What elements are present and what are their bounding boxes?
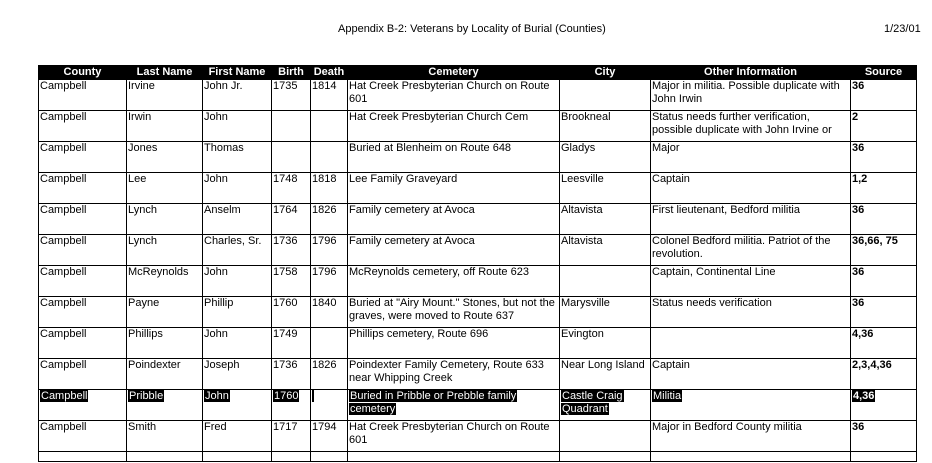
cell-death: 1826	[311, 359, 348, 390]
cell-last-name: Irvine	[127, 80, 203, 111]
cell-source: 36	[851, 266, 917, 297]
col-header-last-name: Last Name	[127, 66, 203, 80]
cell-death: 1796	[311, 235, 348, 266]
table-row	[39, 328, 917, 359]
table-row	[39, 173, 917, 204]
cell-first-name: John	[203, 266, 272, 297]
cell-first-name	[203, 390, 272, 421]
empty-cell	[851, 452, 917, 462]
highlighted-text	[312, 390, 314, 402]
cell-cemetery: Lee Family Graveyard	[348, 173, 560, 204]
cell-city: Marysville	[560, 297, 651, 328]
table-row	[39, 266, 917, 297]
cell-last-name: Smith	[127, 421, 203, 452]
cell-source	[851, 390, 917, 421]
col-header-cemetery: Cemetery	[348, 66, 560, 80]
cell-other-information	[651, 390, 851, 421]
page-date: 1/23/01	[884, 23, 921, 35]
cell-cemetery: Buried at "Airy Mount." Stones, but not the graves, were moved to Route 637	[348, 297, 560, 328]
col-header-first-name: First Name	[203, 66, 272, 80]
empty-cell	[272, 452, 311, 462]
table-row	[39, 421, 917, 452]
col-header-birth: Birth	[272, 66, 311, 80]
table-row	[39, 297, 917, 328]
cell-last-name: Jones	[127, 142, 203, 173]
col-header-other-information: Other Information	[651, 66, 851, 80]
cell-death: 1796	[311, 266, 348, 297]
cell-birth	[272, 111, 311, 142]
cell-last-name: Lynch	[127, 204, 203, 235]
col-header-source: Source	[851, 66, 917, 80]
col-header-county: County	[39, 66, 127, 80]
cell-first-name: Joseph	[203, 359, 272, 390]
cell-birth: 1736	[272, 359, 311, 390]
cell-other-information: Colonel Bedford militia. Patriot of the revolution.	[651, 235, 851, 266]
cell-first-name: John	[203, 111, 272, 142]
cell-source: 36	[851, 80, 917, 111]
cell-source: 1,2	[851, 173, 917, 204]
cell-city: Brookneal	[560, 111, 651, 142]
col-header-death: Death	[311, 66, 348, 80]
cell-source: 36,66, 75	[851, 235, 917, 266]
cell-cemetery: Hat Creek Presbyterian Church on Route 601	[348, 80, 560, 111]
empty-cell	[560, 452, 651, 462]
cell-birth	[272, 142, 311, 173]
cell-first-name: John	[203, 328, 272, 359]
table-row	[39, 80, 917, 111]
table-row	[39, 235, 917, 266]
cell-first-name: John Jr.	[203, 80, 272, 111]
empty-cell	[127, 452, 203, 462]
cell-city	[560, 421, 651, 452]
cell-city: Near Long Island	[560, 359, 651, 390]
highlighted-text: Buried in Pribble or Prebble family cemetery	[350, 390, 517, 415]
cell-birth: 1760	[272, 297, 311, 328]
cell-county: Campbell	[39, 359, 127, 390]
cell-cemetery	[348, 390, 560, 421]
cell-last-name: Lynch	[127, 235, 203, 266]
cell-birth: 1758	[272, 266, 311, 297]
cell-county: Campbell	[39, 204, 127, 235]
empty-cell	[39, 452, 127, 462]
highlighted-text: 1760	[274, 390, 299, 402]
cell-source: 4,36	[851, 328, 917, 359]
cell-other-information: Status needs further verification, possible duplicate with John Irvine or	[651, 111, 851, 142]
cell-other-information: Major	[651, 142, 851, 173]
cell-county: Campbell	[39, 80, 127, 111]
empty-cell	[311, 452, 348, 462]
cell-county: Campbell	[39, 173, 127, 204]
cell-county: Campbell	[39, 328, 127, 359]
cell-county: Campbell	[39, 421, 127, 452]
table-row	[39, 204, 917, 235]
cell-birth: 1717	[272, 421, 311, 452]
cell-birth: 1764	[272, 204, 311, 235]
cell-city	[560, 266, 651, 297]
cell-death	[311, 390, 348, 421]
cell-county: Campbell	[39, 142, 127, 173]
cell-source: 2	[851, 111, 917, 142]
cell-city	[560, 80, 651, 111]
table-row	[39, 111, 917, 142]
col-header-city: City	[560, 66, 651, 80]
highlighted-text: 4,36	[853, 390, 875, 402]
cell-county: Campbell	[39, 297, 127, 328]
cell-city: Gladys	[560, 142, 651, 173]
cell-city: Leesville	[560, 173, 651, 204]
cell-cemetery: Hat Creek Presbyterian Church Cem	[348, 111, 560, 142]
cell-other-information: Major in Bedford County militia	[651, 421, 851, 452]
cell-county	[39, 390, 127, 421]
cell-county: Campbell	[39, 266, 127, 297]
cell-last-name: Poindexter	[127, 359, 203, 390]
cell-source: 36	[851, 421, 917, 452]
highlighted-text: John	[205, 390, 229, 402]
cell-first-name: Anselm	[203, 204, 272, 235]
cell-death	[311, 328, 348, 359]
cell-first-name: Phillip	[203, 297, 272, 328]
cell-other-information: Captain	[651, 173, 851, 204]
cell-other-information: Captain, Continental Line	[651, 266, 851, 297]
cell-birth: 1736	[272, 235, 311, 266]
cell-cemetery: McReynolds cemetery, off Route 623	[348, 266, 560, 297]
cell-death	[311, 142, 348, 173]
cell-cemetery: Phillips cemetery, Route 696	[348, 328, 560, 359]
cell-birth: 1749	[272, 328, 311, 359]
cell-source: 36	[851, 142, 917, 173]
cell-other-information: Status needs verification	[651, 297, 851, 328]
cell-county: Campbell	[39, 235, 127, 266]
cell-city: Altavista	[560, 235, 651, 266]
highlighted-text: Castle Craig Quadrant	[562, 390, 623, 415]
page-title: Appendix B-2: Veterans by Locality of Burial (Counties)	[338, 23, 606, 35]
cell-death	[311, 111, 348, 142]
cell-cemetery: Hat Creek Presbyterian Church on Route 601	[348, 421, 560, 452]
cell-other-information: Major in militia. Possible duplicate with John Irwin	[651, 80, 851, 111]
cell-birth: 1748	[272, 173, 311, 204]
cell-cemetery: Buried at Blenheim on Route 648	[348, 142, 560, 173]
cell-county: Campbell	[39, 111, 127, 142]
table-row	[39, 359, 917, 390]
cell-cemetery: Family cemetery at Avoca	[348, 235, 560, 266]
empty-cell	[651, 452, 851, 462]
highlighted-text: Militia	[653, 390, 682, 402]
cell-source: 36	[851, 297, 917, 328]
cell-death: 1814	[311, 80, 348, 111]
cell-birth: 1735	[272, 80, 311, 111]
cell-death: 1818	[311, 173, 348, 204]
cell-last-name: Payne	[127, 297, 203, 328]
header-row	[39, 66, 917, 80]
highlighted-text: Pribble	[129, 390, 164, 402]
empty-cell	[203, 452, 272, 462]
cell-last-name: Phillips	[127, 328, 203, 359]
cell-other-information: Captain	[651, 359, 851, 390]
cell-city: Altavista	[560, 204, 651, 235]
cell-last-name: McReynolds	[127, 266, 203, 297]
cell-last-name: Irwin	[127, 111, 203, 142]
cell-death: 1840	[311, 297, 348, 328]
cell-death: 1794	[311, 421, 348, 452]
cell-source: 2,3,4,36	[851, 359, 917, 390]
cell-city: Evington	[560, 328, 651, 359]
table-row-partial	[39, 452, 917, 462]
cell-first-name: Charles, Sr.	[203, 235, 272, 266]
cell-first-name: John	[203, 173, 272, 204]
table-row	[39, 142, 917, 173]
cell-other-information: First lieutenant, Bedford militia	[651, 204, 851, 235]
cell-last-name	[127, 390, 203, 421]
cell-first-name: Fred	[203, 421, 272, 452]
cell-city	[560, 390, 651, 421]
highlighted-text: Campbell	[41, 390, 88, 402]
cell-first-name: Thomas	[203, 142, 272, 173]
table-row	[39, 390, 917, 421]
veterans-table	[38, 65, 917, 462]
cell-cemetery: Poindexter Family Cemetery, Route 633 near Whipping Creek	[348, 359, 560, 390]
cell-birth	[272, 390, 311, 421]
cell-cemetery: Family cemetery at Avoca	[348, 204, 560, 235]
cell-last-name: Lee	[127, 173, 203, 204]
empty-cell	[348, 452, 560, 462]
cell-death: 1826	[311, 204, 348, 235]
cell-other-information	[651, 328, 851, 359]
cell-source: 36	[851, 204, 917, 235]
